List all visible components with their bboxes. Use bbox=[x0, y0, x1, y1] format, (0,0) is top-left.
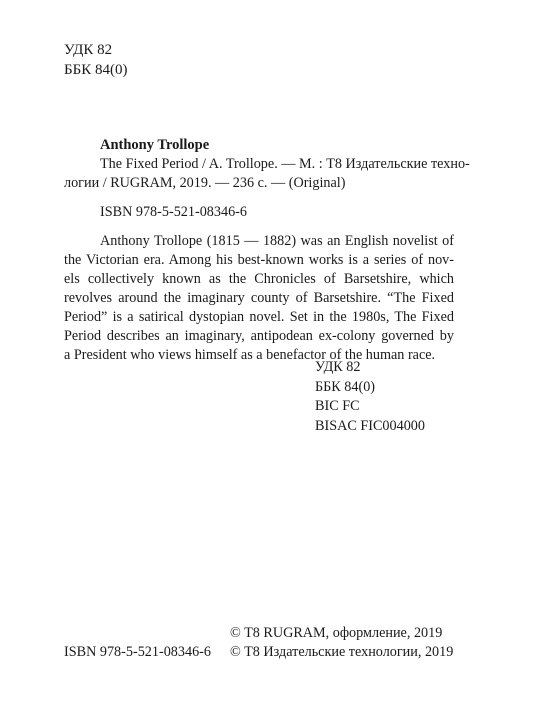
isbn-main: ISBN 978-5-521-08346-6 bbox=[100, 204, 247, 220]
top-classification-codes bbox=[64, 40, 127, 80]
annotation-line: a President who views himself as a benefactor of the human race. bbox=[64, 347, 436, 363]
udk-code: УДК 82 bbox=[315, 359, 361, 375]
biblio-line: The Fixed Period / A. Trollope. — М. : T8 Издательские техно- bbox=[100, 156, 470, 172]
annotation-line: the Victorian era. Among his best-known works is a series of nov- bbox=[64, 252, 454, 268]
classification-codes bbox=[315, 358, 425, 436]
copyright-line: © T8 RUGRAM, оформление, 2019 bbox=[230, 625, 443, 641]
annotation-line: Period describes an imaginary, antipodean ex-colony governed by bbox=[64, 328, 454, 344]
copyright-notice bbox=[230, 624, 453, 662]
copyright-line: © T8 Издательские технологии, 2019 bbox=[230, 644, 454, 660]
annotation-line: revolves around the imaginary county of Barsetshire. “The Fixed bbox=[64, 290, 454, 306]
annotation-line: els collectively known as the Chronicles of Barsetshire, which bbox=[64, 271, 454, 287]
bisac-code: BISAC FIC004000 bbox=[315, 417, 425, 434]
bibliographic-record bbox=[64, 155, 470, 193]
author-name: Anthony Trollope bbox=[100, 137, 210, 153]
bbk-code: ББК 84(0) bbox=[315, 378, 376, 395]
annotation-line: Period” is a satirical dystopian novel. Set in the 1980s, The Fixed bbox=[64, 309, 454, 325]
annotation bbox=[64, 232, 454, 365]
isbn-bottom: ISBN 978-5-521-08346-6 bbox=[64, 644, 211, 660]
annotation-line: Anthony Trollope (1815 — 1882) was an English novelist of bbox=[100, 233, 454, 249]
bbk-code: ББК 84(0) bbox=[64, 62, 128, 78]
bic-code: BIC FC bbox=[315, 398, 360, 414]
biblio-line: логии / RUGRAM, 2019. — 236 с. — (Original) bbox=[64, 175, 346, 191]
udk-code: УДК 82 bbox=[64, 42, 113, 58]
